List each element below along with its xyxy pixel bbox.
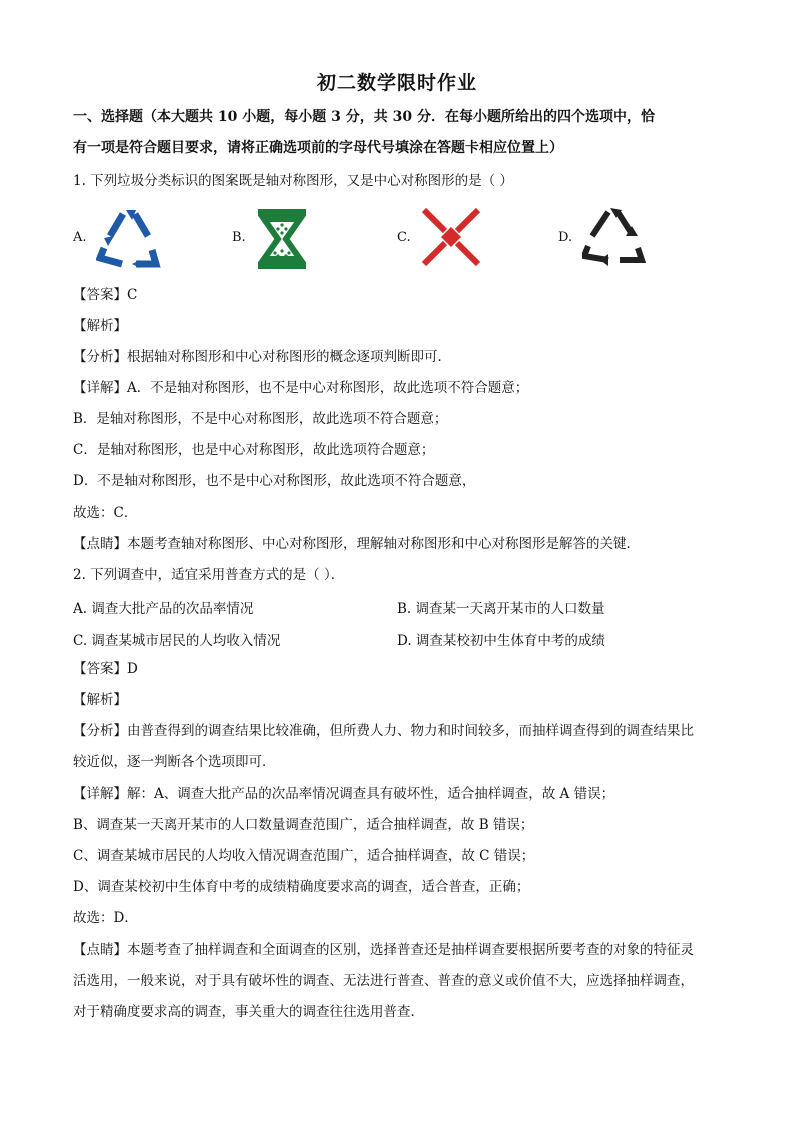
q2-detail-2: B、调查某一天离开某市的人口数量调查范围广，适合抽样调查，故 B 错误； [73,817,534,833]
q1-comment: 【点睛】本题考查轴对称图形、中心对称图形，理解轴对称图形和中心对称图形是解答的关键． [73,536,640,552]
q1-option-b-label: B. [232,230,246,245]
q1-option-c-label: C. [397,230,411,245]
q1-stem: 1. 下列垃圾分类标识的图案既是轴对称图形，又是中心对称图形的是（ ） [73,173,513,189]
q2-comment-3: 对于精确度要求高的调查，事关重大的调查往往选用普查． [73,1004,424,1020]
section-heading-line-1: 一、选择题（本大题共 10 小题，每小题 3 分，共 30 分．在每小题所给出的四个选项中，恰 [73,109,655,125]
q2-stem: 2. 下列调查中，适宜采用普查方式的是（ ）． [73,567,345,583]
converging-arrows-red-icon [420,206,482,268]
q2-analysis-2: 较近似，逐一判断各个选项即可． [73,754,276,770]
q2-option-a: A. 调查大批产品的次品率情况 [73,601,254,617]
page-title: 初二数学限时作业 [316,72,477,94]
q1-analysis: 【分析】根据轴对称图形和中心对称图形的概念逐项判断即可． [73,349,451,365]
q1-option-a-label: A. [73,230,87,245]
q1-detail-2: B．是轴对称图形，不是中心对称图形，故此选项不符合题意； [73,411,448,427]
q1-detail-1: 【详解】A．不是轴对称图形，也不是中心对称图形，故此选项不符合题意； [73,380,529,396]
section-heading-line-2: 有一项是符合题目要求，请将正确选项前的字母代号填涂在答题卡相应位置上） [73,140,563,156]
q2-choose: 故选：D． [73,910,138,926]
q2-option-d: D. 调查某校初中生体育中考的成绩 [397,633,605,649]
q2-comment-2: 活选用，一般来说，对于具有破坏性的调查、无法进行普查、普查的意义或价值不大，应选择抽样调查， [73,973,694,989]
q1-option-d-label: D. [558,230,573,245]
q2-option-c: C. 调查某城市居民的人均收入情况 [73,633,281,649]
q2-option-b: B. 调查某一天离开某市的人口数量 [397,601,605,617]
q2-comment-1: 【点睛】本题考查了抽样调查和全面调查的区别，选择普查还是抽样调查要根据所要考查的对象的特征灵 [73,942,694,958]
q1-jiexi: 【解析】 [73,318,127,334]
q2-detail-4: D、调查某校初中生体育中考的成绩精确度要求高的调查，适合普查，正确； [73,879,530,895]
q1-detail-4: D．不是轴对称图形，也不是中心对称图形，故此选项不符合题意， [73,473,476,489]
q2-detail-3: C、调查某城市居民的人均收入情况调查范围广，适合抽样调查，故 C 错误； [73,848,535,864]
q2-analysis-1: 【分析】由普查得到的调查结果比较准确，但所费人力、物力和时间较多，而抽样调查得到的调查结果比 [73,723,694,739]
q2-jiexi: 【解析】 [73,692,127,708]
hourglass-green-icon [256,207,308,271]
recycle-triangle-black-icon [582,206,646,268]
q1-answer: 【答案】C [73,287,138,303]
q1-detail-3: C．是轴对称图形，也是中心对称图形，故此选项符合题意； [73,442,435,458]
q2-answer: 【答案】D [73,661,138,677]
q2-detail-1: 【详解】解：A、调查大批产品的次品率情况调查具有破坏性，适合抽样调查，故 A 错误； [73,786,615,802]
recycle-triangle-blue-icon [96,208,162,270]
q1-choose: 故选：C． [73,505,138,521]
